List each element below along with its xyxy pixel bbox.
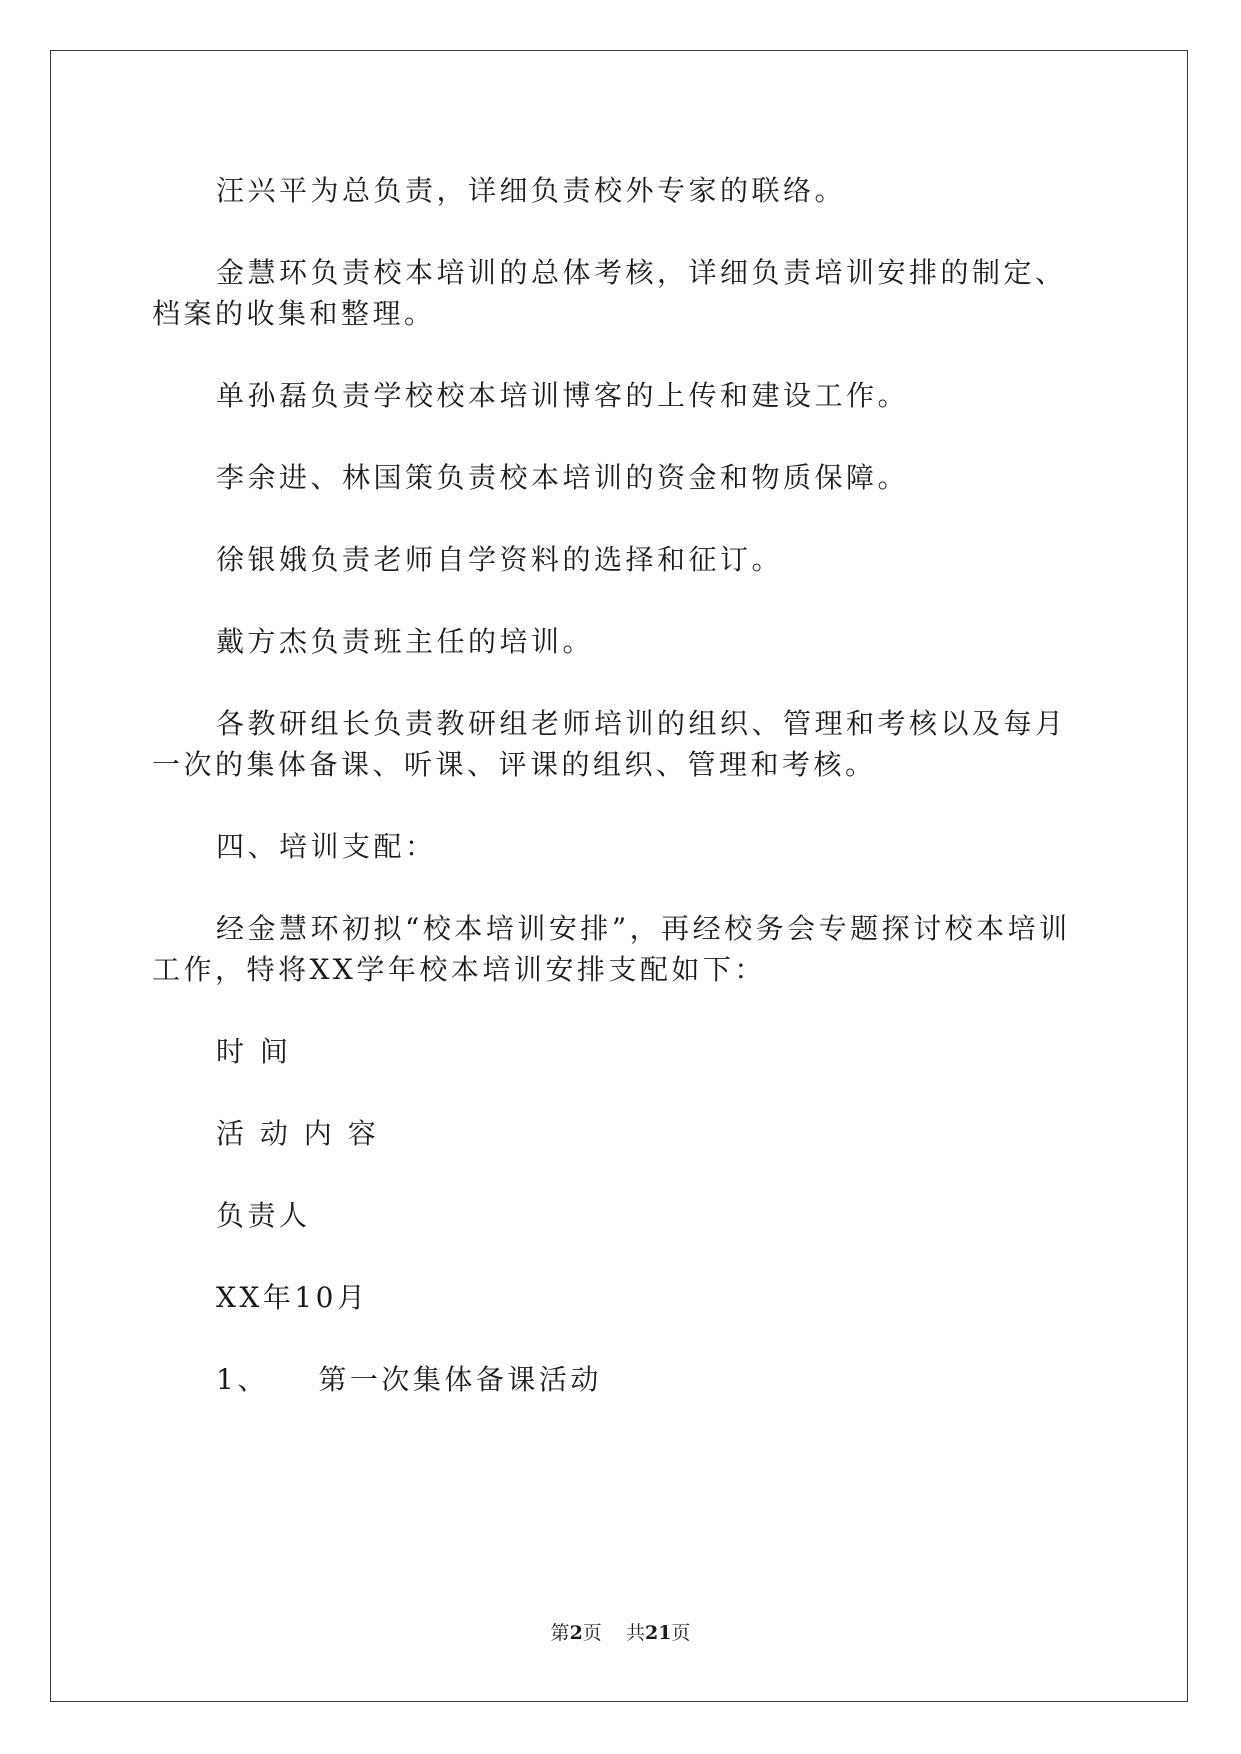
paragraph: 李余进、林国策负责校本培训的资金和物质保障。 xyxy=(216,461,910,494)
footer-total-pages: 21 xyxy=(644,1622,672,1644)
paragraph: 徐银娥负责老师自学资料的选择和征订。 xyxy=(216,543,784,576)
paragraph: 单孙磊负责学校校本培训博客的上传和建设工作。 xyxy=(216,379,910,412)
page-footer xyxy=(0,1618,1241,1645)
list-item: 1、 第一次集体备课活动 xyxy=(216,1363,602,1396)
paragraph: 汪兴平为总负责，详细负责校外专家的联络。 xyxy=(216,174,847,207)
paragraph: 各教研组长负责教研组老师培训的组织、管理和考核以及每月一次的集体备课、听课、评课的组织、管理和考核。 xyxy=(152,707,1067,781)
footer-mid: 页 共 xyxy=(582,1622,645,1644)
footer-page-number: 2 xyxy=(569,1622,583,1644)
table-label-time: 时 间 xyxy=(216,1035,292,1068)
paragraph: 戴方杰负责班主任的培训。 xyxy=(216,625,595,658)
table-label-owner: 负责人 xyxy=(216,1199,311,1232)
paragraph: 金慧环负责校本培训的总体考核，详细负责培训安排的制定、档案的收集和整理。 xyxy=(152,256,1067,330)
document-body xyxy=(152,170,1087,1441)
footer-suffix: 页 xyxy=(671,1622,691,1644)
footer-prefix: 第 xyxy=(550,1622,570,1644)
table-label-activity: 活 动 内 容 xyxy=(216,1117,380,1150)
paragraph: 经金慧环初拟“校本培训安排”，再经校务会专题探讨校本培训工作，特将XX学年校本培训安排支配如下： xyxy=(152,912,1071,986)
table-date: XX年10月 xyxy=(216,1281,369,1314)
section-heading: 四、培训支配： xyxy=(216,830,437,863)
